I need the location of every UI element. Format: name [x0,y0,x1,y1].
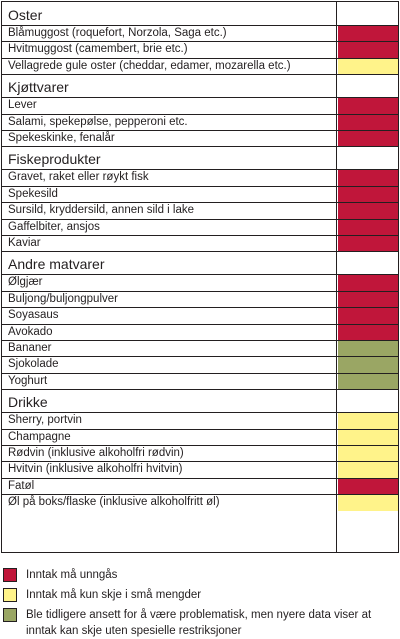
status-swatch-red [338,275,398,290]
table-row [2,413,398,428]
status-swatch-red [338,98,398,113]
table-row [2,357,398,372]
table-row [2,187,398,202]
legend-swatch-yellow [3,588,17,602]
table-row [2,131,398,146]
status-swatch-red [338,220,398,235]
status-swatch-yellow [338,495,398,510]
section-title: Andre matvarer [8,256,105,273]
status-swatch-red [338,26,398,41]
table-row [2,292,398,307]
status-swatch-yellow [338,59,398,74]
table-row [2,59,398,74]
food-label: Avokado [8,325,53,338]
food-label: Lever [8,99,37,112]
food-label: Gravet, raket eller røykt fisk [8,171,149,184]
status-swatch-yellow [338,413,398,428]
food-restriction-table [1,1,399,553]
legend-text: Ble tidligere ansett for å være problematisk, men nyere data viser at inntak kan skje uten spesielle restriksjoner [26,609,372,637]
status-swatch-yellow [338,446,398,461]
food-label: Champagne [8,430,71,443]
table-row [2,341,398,356]
status-swatch-red [338,292,398,307]
section-title: Oster [8,7,43,23]
table-row [2,98,398,113]
food-label: Buljong/buljongpulver [8,292,118,305]
status-swatch-yellow [338,430,398,445]
food-label: Spekesild [8,187,58,200]
table-row [2,308,398,323]
table-row [2,462,398,477]
food-label: Hvitvin (inklusive alkoholfri hvitvin) [8,463,183,476]
table-row [2,446,398,461]
food-label: Fatøl [8,479,35,492]
status-swatch-green [338,374,398,389]
status-swatch-yellow [338,462,398,477]
section-header [2,74,398,97]
status-swatch-red [338,325,398,340]
table-row [2,325,398,340]
status-swatch-red [338,479,398,494]
table-row [2,479,398,494]
status-swatch-red [338,308,398,323]
table-row [2,374,398,389]
status-swatch-green [338,357,398,372]
food-label: Sherry, portvin [8,414,82,427]
section-header [2,146,398,169]
food-label: Sjokolade [8,358,59,371]
table-row [2,115,398,130]
table-row [2,495,398,510]
status-swatch-red [338,170,398,185]
legend-text: Inntak må kun skje i små mengder [26,589,202,601]
section-title: Drikke [8,394,48,411]
legend-swatch-green [3,608,17,622]
status-swatch-red [338,187,398,202]
food-label: Sursild, kryddersild, annen sild i lake [8,204,195,217]
food-label: Spekeskinke, fenalår [8,132,115,144]
food-label: Øl på boks/flaske (inklusive alkoholfritt øl) [8,496,220,509]
status-swatch-red [338,236,398,251]
food-label: Blåmuggost (roquefort, Norzola, Saga etc.) [8,27,227,39]
food-label: Hvitmuggost (camembert, brie etc.) [8,43,188,56]
table-row [2,26,398,41]
legend-text: Inntak må unngås [26,569,118,581]
status-swatch-red [338,115,398,130]
table-row [2,203,398,218]
table-row [2,42,398,57]
food-label: Salami, spekepølse, pepperoni etc. [8,115,188,128]
legend-swatch-red [3,568,17,582]
food-label: Ølgjær [8,276,43,289]
section-title: Fiskeprodukter [8,151,101,168]
table-row [2,220,398,235]
table-row [2,275,398,290]
food-label: Gaffelbiter, ansjos [8,220,100,233]
status-swatch-red [338,42,398,57]
status-swatch-green [338,341,398,356]
table-row [2,236,398,251]
status-swatch-red [338,203,398,218]
food-label: Rødvin (inklusive alkoholfri rødvin) [8,447,184,459]
food-label: Kaviar [8,237,41,249]
table-row [2,170,398,185]
food-label: Bananer [8,342,52,354]
food-label: Vellagrede gule oster (cheddar, edamer, mozarella etc.) [8,59,291,72]
food-label: Soyasaus [8,309,59,322]
food-label: Yoghurt [8,374,48,387]
section-title: Kjøttvarer [8,79,69,96]
status-swatch-red [338,131,398,146]
section-header [2,2,398,25]
table-row [2,430,398,445]
section-header [2,389,398,412]
section-header [2,251,398,274]
